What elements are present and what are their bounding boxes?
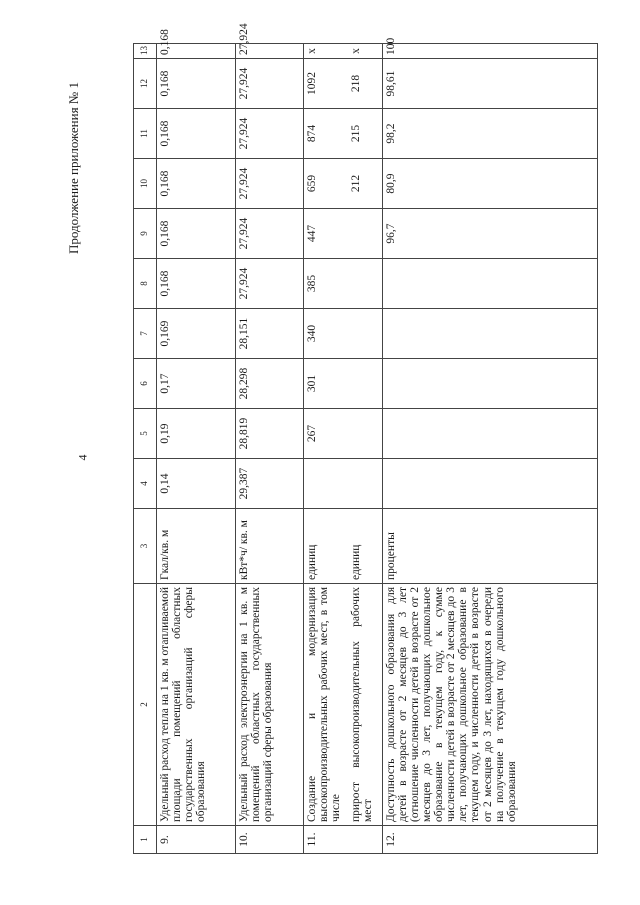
value-cell: 0,168 <box>157 159 236 209</box>
row-number <box>348 826 383 854</box>
value-cell: 340 <box>304 309 349 359</box>
value-cell: 0,168 <box>157 259 236 309</box>
value-cell: 0,168 <box>157 109 236 159</box>
value-cell: 0,17 <box>157 359 236 409</box>
header-cell: 13 <box>134 44 157 59</box>
value-cell: 0,168 <box>157 59 236 109</box>
table-row <box>236 44 304 854</box>
value-cell: 28,298 <box>236 359 304 409</box>
header-cell: 1 <box>134 826 157 854</box>
table-row <box>304 44 349 854</box>
value-cell: 0,168 <box>157 44 236 59</box>
value-cell: 80,9 <box>383 159 598 209</box>
value-cell: x <box>304 44 349 59</box>
indicator-name: Удельный расход тепла на 1 кв. м отапливаемой площади помещений областных государственных организаций сферы образования <box>157 584 236 826</box>
value-cell <box>348 459 383 509</box>
value-cell: 96,7 <box>383 209 598 259</box>
header-cell: 8 <box>134 259 157 309</box>
value-cell: x <box>348 44 383 59</box>
header-row <box>134 44 157 854</box>
value-cell: 301 <box>304 359 349 409</box>
indicator-name: Создание и модернизация высокопроизводительных рабочих мест, в том числе <box>304 584 349 826</box>
value-cell: 27,924 <box>236 159 304 209</box>
unit: единиц <box>304 509 349 584</box>
indicator-name: Доступность дошкольного образования для детей в возрасте от 2 месяцев до 3 лет (отношение численности детей в возрасте от 2 месяцев до 3 лет, получающих дошкольное образование в текущем году, к сумме численности детей в возрасте от 2 месяцев до 3 лет, получающих дошкольное образование в текущем году, и численности детей в возрасте от 2 месяцев до 3 лет, находящихся в очереди на получение в текущем году дошкольного образования <box>383 584 598 826</box>
value-cell <box>348 409 383 459</box>
rotated-table-container <box>133 23 590 854</box>
header-cell: 11 <box>134 109 157 159</box>
value-cell <box>348 259 383 309</box>
value-cell: 100 <box>383 44 598 59</box>
value-cell: 212 <box>348 159 383 209</box>
row-number: 10. <box>236 826 304 854</box>
value-cell <box>383 259 598 309</box>
value-cell: 874 <box>304 109 349 159</box>
value-cell: 29,387 <box>236 459 304 509</box>
value-cell: 385 <box>304 259 349 309</box>
unit: Гкал/кв. м <box>157 509 236 584</box>
value-cell <box>383 459 598 509</box>
indicator-name: прирост высокопроизводительных рабочих мест <box>348 584 383 826</box>
page-number: 4 <box>75 454 90 461</box>
value-cell: 659 <box>304 159 349 209</box>
value-cell: 27,924 <box>236 44 304 59</box>
value-cell: 447 <box>304 209 349 259</box>
value-cell: 27,924 <box>236 259 304 309</box>
header-cell: 6 <box>134 359 157 409</box>
value-cell <box>348 309 383 359</box>
header-cell: 9 <box>134 209 157 259</box>
value-cell: 28,151 <box>236 309 304 359</box>
value-cell <box>348 209 383 259</box>
value-cell: 267 <box>304 409 349 459</box>
value-cell: 0,14 <box>157 459 236 509</box>
header-cell: 5 <box>134 409 157 459</box>
value-cell: 27,924 <box>236 109 304 159</box>
value-cell: 0,169 <box>157 309 236 359</box>
value-cell: 0,19 <box>157 409 236 459</box>
header-cell: 7 <box>134 309 157 359</box>
unit: кВт*ч/ кв. м <box>236 509 304 584</box>
value-cell: 215 <box>348 109 383 159</box>
value-cell <box>383 309 598 359</box>
row-number: 9. <box>157 826 236 854</box>
value-cell: 27,924 <box>236 209 304 259</box>
value-cell <box>304 459 349 509</box>
indicators-table <box>133 23 598 854</box>
value-cell <box>383 409 598 459</box>
unit: проценты <box>383 509 598 584</box>
value-cell: 98,2 <box>383 109 598 159</box>
value-cell <box>348 359 383 409</box>
value-cell: 27,924 <box>236 59 304 109</box>
continuation-title: Продолжение приложения № 1 <box>65 82 81 254</box>
header-cell: 12 <box>134 59 157 109</box>
row-number: 11. <box>304 826 349 854</box>
value-cell: 0,168 <box>157 209 236 259</box>
table-row <box>348 44 383 854</box>
value-cell <box>383 359 598 409</box>
table-row <box>383 44 598 854</box>
value-cell: 98,61 <box>383 59 598 109</box>
value-cell: 1092 <box>304 59 349 109</box>
indicator-name: Удельный расход электроэнергии на 1 кв. м помещений областных государственных организаций сферы образования <box>236 584 304 826</box>
header-cell: 4 <box>134 459 157 509</box>
header-cell: 2 <box>134 584 157 826</box>
header-cell: 3 <box>134 509 157 584</box>
unit: единиц <box>348 509 383 584</box>
header-cell: 10 <box>134 159 157 209</box>
value-cell: 218 <box>348 59 383 109</box>
value-cell: 28,819 <box>236 409 304 459</box>
table-row <box>157 44 236 854</box>
row-number: 12. <box>383 826 598 854</box>
